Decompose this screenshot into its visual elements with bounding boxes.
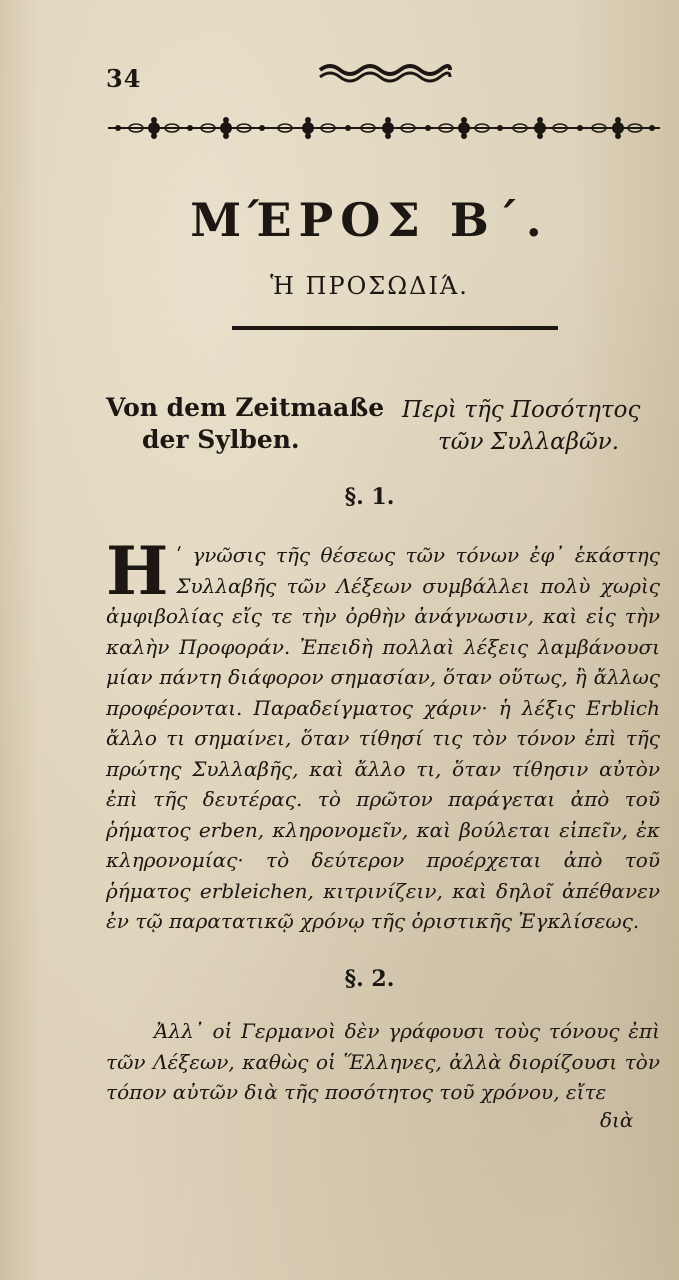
- german-heading: [106, 392, 396, 456]
- paragraph-1: [106, 532, 660, 937]
- border-ornament: [108, 117, 660, 139]
- greek-heading-line-2: τῶν Συλλαβῶν.: [438, 429, 620, 455]
- section-1-mark: §. 1.: [344, 484, 395, 510]
- title-rule: [232, 326, 558, 330]
- part-title: ΜΈΡΟΣ Β΄.: [190, 193, 549, 247]
- paragraph-1-text: ʹ γνῶσις τῆς θέσεως τῶν τόνων ἐφ᾽ ἑκάστης Συλλαβῆς τῶν Λέξεων συμβάλλει πολὺ χωρὶς ἀμφιβολίας εἴς τε τὴν ὀρθὴν ἀνάγνωσιν, καὶ εἰς τὴν καλὴν Προφοράν. Ἐπειδὴ πολλαὶ λέξεις λαμβάνουσι μίαν πάντη διάφορον σημασίαν, ὅταν οὕτως, ἢ ἄλλως προφέρονται. Παραδείγματος χάριν· ἡ λέξις Erblich ἄλλο τι σημαίνει, ὅταν τίθησί τις τὸν τόνον ἐπὶ τῆς πρώτης Συλλαβῆς, καὶ ἄλλο τι, ὅταν τίθησιν αὐτὸν ἐπὶ τῆς δευτέρας. τὸ πρῶτον παράγεται ἀπὸ τοῦ ῥήματος erben, κληρονομεῖν, καὶ βούλεται εἰπεῖν, ἐκ κληρονομίας· τὸ δεύτερον προέρχεται ἀπὸ τοῦ ῥήματος erbleichen, κιτρινίζειν, καὶ δηλοῖ ἀπέθανεν ἐν τῷ παρατατικῷ χρόνῳ τῆς ὁριστικῆς Ἐγκλίσεως.: [106, 543, 660, 933]
- wave-ornament: [318, 62, 452, 84]
- part-subtitle: Ἡ ΠΡΟΣΩΔΙΆ.: [270, 272, 469, 300]
- greek-heading: [402, 394, 672, 458]
- german-heading-line-2: der Sylben.: [142, 425, 300, 454]
- paragraph-2: Ἀλλ᾽ οἱ Γερμανοὶ δὲν γράφουσι τοὺς τόνους ἐπὶ τῶν Λέξεων, καθὼς οἱ Ἕλληνες, ἀλλὰ διορίζουσι τὸν τόπον αὐτῶν διὰ τῆς ποσότητος τοῦ χρόνου, εἴτε: [106, 1019, 660, 1104]
- catchword: διὰ: [600, 1108, 634, 1132]
- section-2-mark: §. 2.: [344, 966, 395, 992]
- drop-cap: Η: [106, 532, 169, 610]
- page-number: 34: [106, 64, 142, 93]
- german-heading-line-1: Von dem Zeitmaaße: [106, 393, 385, 422]
- greek-heading-line-1: Περὶ τῆς Ποσότητος: [402, 397, 641, 423]
